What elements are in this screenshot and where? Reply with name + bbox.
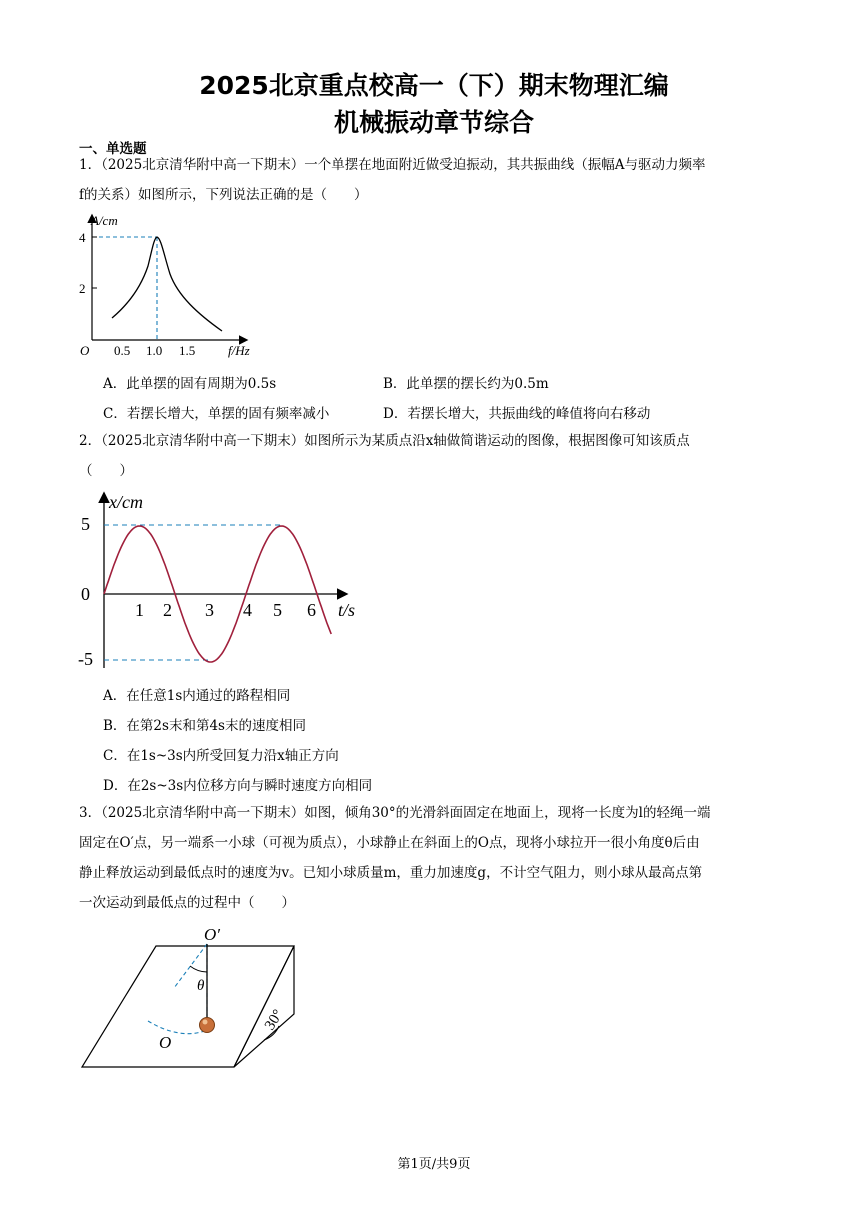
question-1-line-1: 1．（2025北京清华附中高一下期末）一个单摆在地面附近做受迫振动，其共振曲线（振幅A与驱动力频率 [79,157,706,173]
y-tick-neg5: -5 [78,649,93,669]
incline-angle-label: 30° [261,1006,287,1034]
x-axis-label: t/s [338,600,356,620]
page-number: 第1页/共9页 [397,1157,471,1172]
question-2-line-2: （ ） [79,463,133,479]
pivot-label: O′ [204,925,220,944]
x-tick-2: 2 [163,600,172,620]
question-2-option-b: B．在第2s末和第4s末的速度相同 [103,718,306,734]
question-1-stem [79,150,794,210]
origin-label: O [80,343,90,358]
y-tick-2: 2 [79,281,86,296]
question-3-line-1: 3．（2025北京清华附中高一下期末）如图，倾角30°的光滑斜面固定在地面上，现将一长度为l的轻绳一端 [79,805,711,821]
document-title: 2025北京重点校高一（下）期末物理汇编 [199,71,669,100]
question-2-option-d: D．在2s~3s内位移方向与瞬时速度方向相同 [103,778,373,794]
x-tick-0.5: 0.5 [114,343,131,358]
question-2-line-1: 2．（2025北京清华附中高一下期末）如图所示为某质点沿x轴做简谐运动的图像，根据图像可知该质点 [79,433,690,449]
pendulum-ball [200,1018,215,1033]
question-3-line-2: 固定在O′点，另一端系一小球（可视为质点），小球静止在斜面上的O点，现将小球拉开一很小角度θ后由 [79,835,700,851]
x-tick-4: 4 [243,600,252,620]
incline-top-face [82,946,294,1067]
y-axis-label: A/cm [91,213,118,228]
x-tick-1: 1 [135,600,144,620]
x-tick-1.5: 1.5 [179,343,196,358]
question-1-option-d: D．若摆长增大，共振曲线的峰值将向右移动 [383,406,651,422]
x-tick-3: 3 [205,600,214,620]
section-heading: 一、单选题 [79,141,147,157]
shm-displacement-chart [76,488,376,673]
resonance-curve-chart [76,210,276,365]
question-3-stem [79,798,794,918]
y-tick-5: 5 [81,514,90,534]
question-3-line-3: 静止释放运动到最低点时的速度为v。已知小球质量m，重力加速度g，不计空气阻力，则小球从最高点第 [79,865,703,881]
question-1-option-a: A．此单摆的固有周期为0.5s [103,376,277,392]
ball-highlight [203,1020,208,1025]
angle-label: θ [197,978,205,994]
question-1-line-2: f的关系）如图所示，下列说法正确的是（ ） [79,187,368,203]
pendulum-incline-diagram [76,922,316,1077]
question-1-option-c: C．若摆长增大，单摆的固有频率减小 [103,406,330,422]
swing-arc [148,1021,207,1034]
question-3-line-4: 一次运动到最低点的过程中（ ） [79,895,295,911]
x-tick-6: 6 [307,600,316,620]
question-1-option-b: B．此单摆的摆长约为0.5m [383,376,549,392]
point-o-label: O [159,1033,172,1052]
resonance-curve [112,237,222,331]
x-tick-5: 5 [273,600,282,620]
question-2-option-c: C．在1s~3s内所受回复力沿x轴正方向 [103,748,339,764]
y-tick-4: 4 [79,230,86,245]
document-subtitle: 机械振动章节综合 [333,108,534,137]
origin-label: 0 [81,584,90,604]
x-tick-1.0: 1.0 [146,343,163,358]
question-2-stem [79,426,794,486]
question-2-option-a: A．在任意1s内通过的路程相同 [103,688,291,704]
x-axis-label: f/Hz [228,343,250,358]
y-axis-label: x/cm [109,492,143,512]
incline-side-face [234,946,294,1067]
